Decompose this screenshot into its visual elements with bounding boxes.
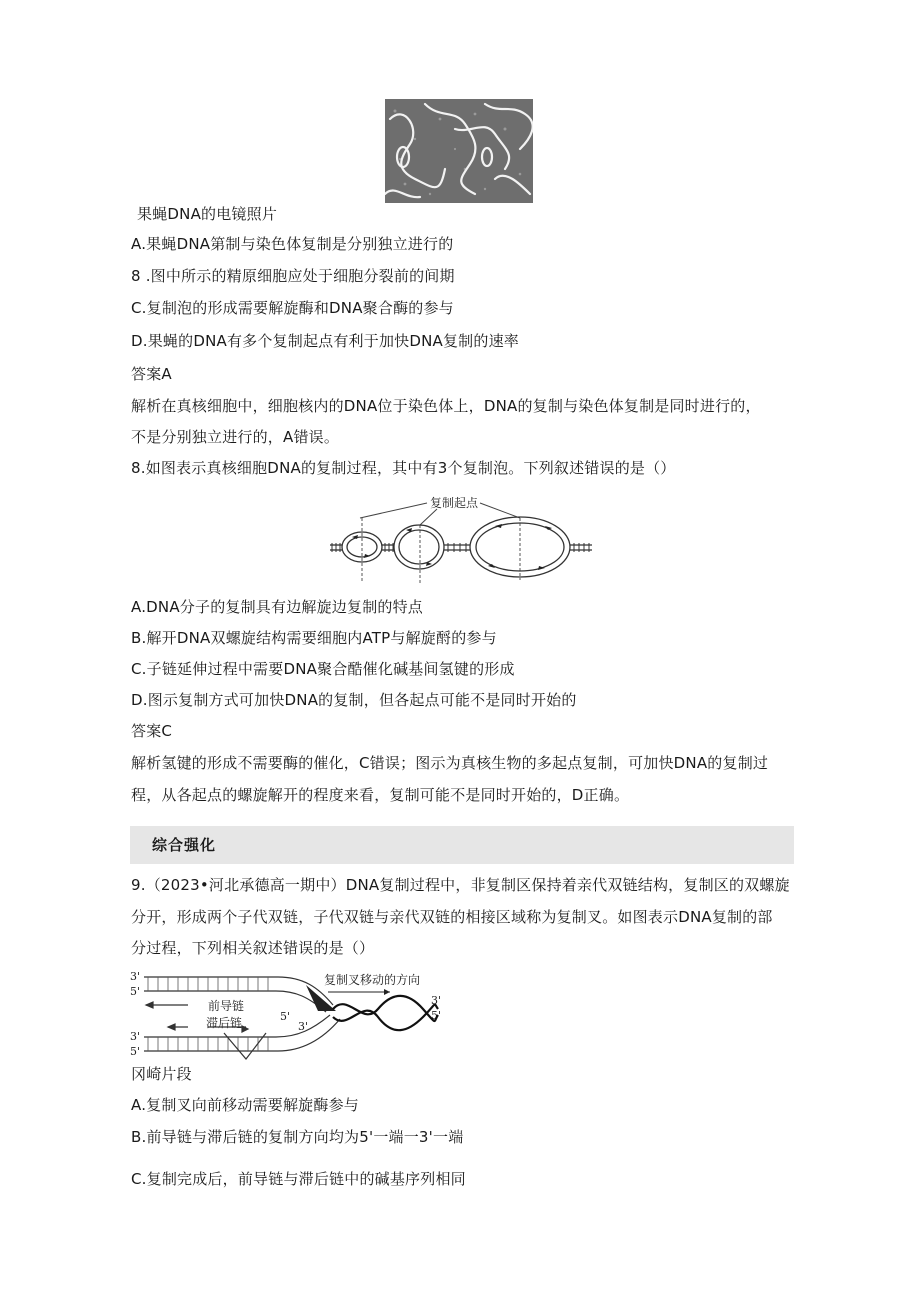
section-header: [130, 826, 794, 864]
label-5prime-bottom: 5': [130, 1045, 141, 1058]
q7-option-a: A.果蝇DNA第制与染色体复制是分别独立进行的: [131, 235, 454, 253]
leading-strand-label: 前导链: [208, 999, 245, 1013]
q7-option-c: C.复制泡的形成需要解旋酶和DNA聚合酶的参与: [131, 299, 454, 317]
q8-answer: 答案C: [131, 722, 173, 740]
q7-answer: 答案A: [131, 365, 172, 383]
q8-option-a: A.DNA分子的复制具有边解旋边复制的特点: [131, 598, 423, 616]
label-3prime-right: 3': [431, 994, 442, 1007]
label-5prime-fork: 5': [280, 1010, 291, 1023]
lagging-strand-label: 滞后链: [206, 1016, 243, 1030]
okazaki-fragment-caption: 冈崎片段: [131, 1065, 192, 1083]
replication-fork-diagram: [128, 967, 453, 1063]
q8-stem: 8.如图表示真核细胞DNA的复制过程，其中有3个复制泡。下列叙述错误的是（）: [131, 459, 676, 477]
q9-stem-line3: 分过程，下列相关叙述错误的是（）: [131, 939, 375, 957]
q8-option-d: D.图示复制方式可加快DNA的复制，但各起点可能不是同时开始的: [131, 691, 577, 709]
direction-label: 复制叉移动的方向: [324, 973, 421, 987]
label-3prime-top: 3': [130, 970, 141, 983]
q7-analysis-line2: 不是分别独立进行的，A错误。: [131, 428, 340, 446]
q9-stem-line1: 9.（2023•河北承德高一期中）DNA复制过程中，非复制区保持着亲代双链结构，复制区的双螺旋: [131, 876, 790, 894]
q9-option-b: B.前导链与滞后链的复制方向均为5'一端一3'一端: [131, 1128, 464, 1146]
fruitfly-dna-micrograph: [385, 99, 533, 203]
q7-option-d: D.果蝇的DNA有多个复制起点有利于加快DNA复制的速率: [131, 332, 519, 350]
q7-option-b: 8 .图中所示的精原细胞应处于细胞分裂前的间期: [131, 267, 455, 285]
label-5prime-top: 5': [130, 985, 141, 998]
q8-analysis-line1: 解析氢键的形成不需要酶的催化，C错误；图示为真核生物的多起点复制，可加快DNA的复制过: [131, 754, 769, 772]
replication-bubbles-diagram: [330, 490, 592, 588]
replication-origin-label: 复制起点: [430, 496, 479, 510]
label-5prime-right: 5': [431, 1009, 442, 1022]
q8-analysis-line2: 程，从各起点的螺旋解开的程度来看，复制可能不是同时开始的，D正确。: [131, 786, 630, 804]
q9-stem-line2: 分开，形成两个子代双链，子代双链与亲代双链的相接区域称为复制叉。如图表示DNA复制的部: [131, 908, 773, 926]
q8-option-c: C.子链延伸过程中需要DNA聚合酷催化碱基间氢键的形成: [131, 660, 515, 678]
section-title: 综合强化: [152, 836, 217, 854]
label-3prime-fork: 3': [298, 1020, 309, 1033]
q7-analysis-line1: 解析在真核细胞中，细胞核内的DNA位于染色体上，DNA的复制与染色体复制是同时进行的，: [131, 397, 761, 415]
q7-figure-caption: 果蝇DNA的电镜照片: [137, 205, 278, 223]
q8-option-b: B.解开DNA双螺旋结构需要细胞内ATP与解旋酹的参与: [131, 629, 497, 647]
q9-option-c: C.复制完成后，前导链与滞后链中的碱基序列相同: [131, 1170, 466, 1188]
label-3prime-bottom: 3': [130, 1030, 141, 1043]
q9-option-a: A.复制叉向前移动需要解旋酶参与: [131, 1096, 359, 1114]
